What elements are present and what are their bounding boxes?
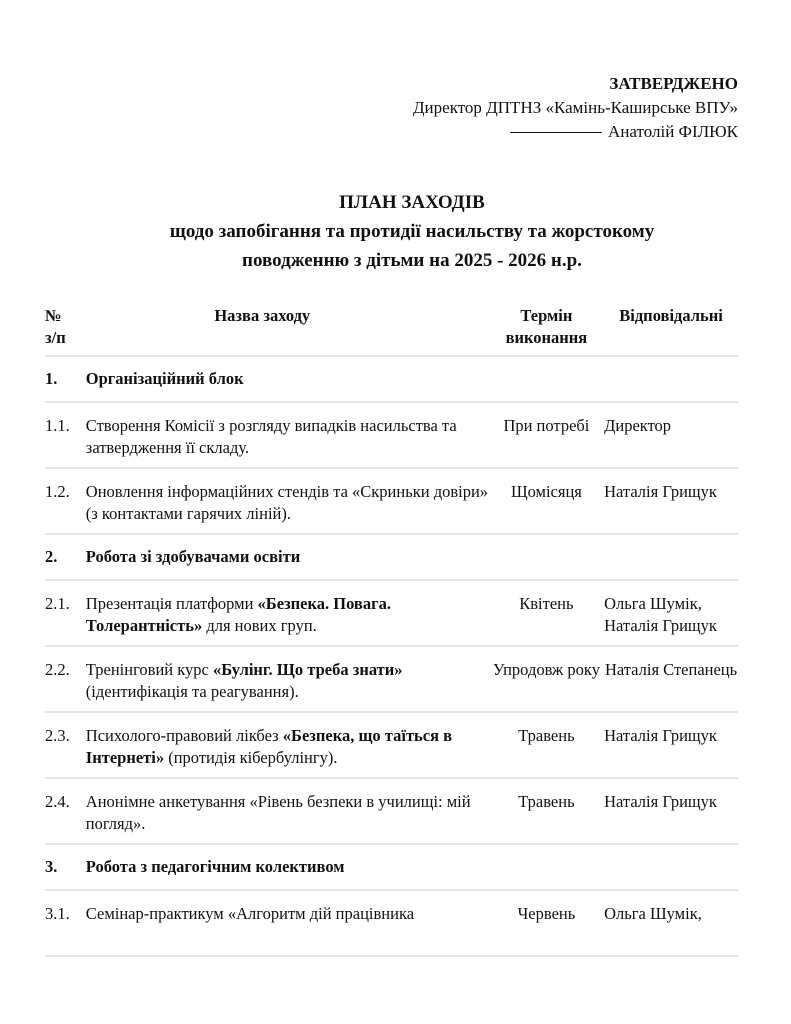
approved-label: ЗАТВЕРДЖЕНО bbox=[609, 74, 738, 93]
director-line: Директор ДПТНЗ «Камінь-Каширське ВПУ» bbox=[412, 98, 738, 117]
activity-term: При потребі bbox=[489, 402, 604, 468]
section-row bbox=[45, 356, 738, 402]
activity-name-part: Психолого-правовий лікбез bbox=[85, 726, 283, 745]
activity-name-part: Анонімне анкетування «Рівень безпеки в училищі: мій погляд». bbox=[85, 792, 471, 833]
activity-term: Червень bbox=[489, 890, 604, 956]
table-row bbox=[45, 712, 738, 778]
activity-term: Квітень bbox=[489, 580, 604, 646]
activity-name-part: Створення Комісії з розгляду випадків насильства та затвердження її складу. bbox=[85, 416, 457, 457]
header-number-line2: з/п bbox=[45, 328, 66, 347]
table-row bbox=[45, 580, 738, 646]
row-number: 1.2. bbox=[45, 468, 86, 534]
activity-responsible: Ольга Шумік, bbox=[604, 890, 738, 956]
activity-name-part: «Безпека, що таїться в Інтернеті» bbox=[85, 726, 453, 767]
section-row bbox=[45, 844, 738, 890]
activity-name-part: «Булінг. Що треба знати» bbox=[212, 660, 403, 679]
activity-name bbox=[86, 580, 489, 646]
activity-name-part: (протидія кібербулінгу). bbox=[164, 748, 338, 767]
row-number: 2.2. bbox=[45, 646, 86, 712]
table-header-row bbox=[45, 305, 738, 356]
table-body bbox=[45, 356, 738, 956]
header-name: Назва заходу bbox=[86, 305, 489, 356]
table-row bbox=[45, 402, 738, 468]
title-line-1: ПЛАН ЗАХОДІВ bbox=[339, 192, 485, 213]
row-number: 2. bbox=[45, 534, 86, 580]
activity-responsible: Наталія Грищук bbox=[604, 468, 738, 534]
row-number: 3. bbox=[45, 844, 86, 890]
section-title: Робота з педагогічним колективом bbox=[86, 844, 738, 890]
activity-name bbox=[86, 778, 489, 844]
activity-responsible: Ольга Шумік, Наталія Грищук bbox=[604, 580, 738, 646]
table-row bbox=[45, 468, 738, 534]
section-title: Робота зі здобувачами освіти bbox=[86, 534, 738, 580]
activity-name bbox=[86, 646, 489, 712]
header-number-line1: № bbox=[45, 306, 62, 325]
activity-name-part: (ідентифікація та реагування). bbox=[85, 682, 299, 701]
signatory-name: Анатолій ФІЛЮК bbox=[608, 122, 738, 141]
row-number: 1. bbox=[45, 356, 86, 402]
section-row bbox=[45, 534, 738, 580]
title-line-2: щодо запобігання та протидії насильству та жорстокому bbox=[169, 221, 655, 242]
row-number: 2.3. bbox=[45, 712, 86, 778]
row-number: 2.4. bbox=[45, 778, 86, 844]
activity-name-part: Тренінговий курс bbox=[85, 660, 213, 679]
activity-term: Щомісяця bbox=[489, 468, 604, 534]
signature-line bbox=[413, 120, 738, 144]
activity-responsible: Наталія Степанець bbox=[604, 646, 738, 712]
header-responsible: Відповідальні bbox=[604, 305, 738, 356]
activity-name-part: Оновлення інформаційних стендів та «Скриньки довіри» (з контактами гарячих ліній). bbox=[85, 482, 489, 523]
activity-term: Травень bbox=[489, 778, 604, 844]
title-line-3: поводженню з дітьми на 2025 - 2026 н.р. bbox=[242, 250, 582, 271]
activity-name bbox=[86, 468, 489, 534]
section-title: Організаційний блок bbox=[86, 356, 738, 402]
document-title bbox=[0, 188, 791, 275]
row-number: 3.1. bbox=[45, 890, 86, 956]
approval-block bbox=[413, 72, 738, 144]
header-number bbox=[45, 305, 86, 356]
activity-name-part: Презентація платформи bbox=[85, 594, 258, 613]
activity-responsible: Директор bbox=[604, 402, 738, 468]
activity-name bbox=[86, 402, 489, 468]
activity-name-part: для нових груп. bbox=[202, 616, 317, 635]
activity-name bbox=[86, 890, 489, 956]
activity-name-part: «Безпека. Повага. Толерантність» bbox=[85, 594, 391, 635]
signature-blank bbox=[510, 132, 602, 133]
row-number: 2.1. bbox=[45, 580, 86, 646]
header-term bbox=[489, 305, 604, 356]
activity-term: Травень bbox=[489, 712, 604, 778]
table-row bbox=[45, 778, 738, 844]
activity-name bbox=[86, 712, 489, 778]
table-row bbox=[45, 646, 738, 712]
header-term-line2: виконання bbox=[505, 328, 588, 347]
activity-responsible: Наталія Грищук bbox=[604, 778, 738, 844]
table-row bbox=[45, 890, 738, 956]
activity-responsible: Наталія Грищук bbox=[604, 712, 738, 778]
row-number: 1.1. bbox=[45, 402, 86, 468]
activity-term: Упродовж року bbox=[489, 646, 604, 712]
activity-name-part: Семінар-практикум «Алгоритм дій працівника bbox=[85, 904, 415, 923]
header-term-line1: Термін bbox=[520, 306, 573, 325]
plan-table bbox=[45, 305, 738, 957]
